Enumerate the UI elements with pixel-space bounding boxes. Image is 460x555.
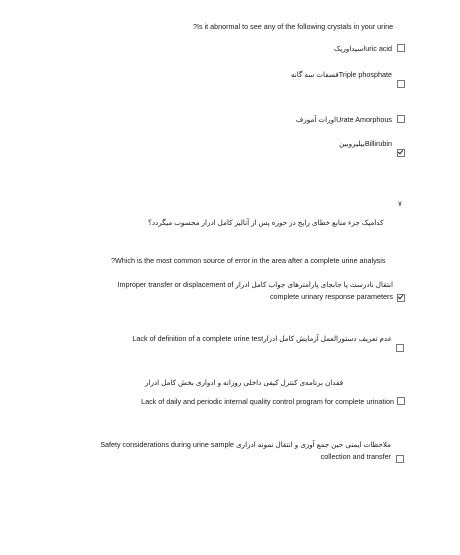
q1-option-triple-phosphate-checkbox[interactable] xyxy=(397,80,405,88)
q1-option-uric-acid-label: اسیداوریکuric acid xyxy=(333,44,392,53)
q1-option-urate-amorphous-checkbox[interactable] xyxy=(397,115,405,123)
q2-option-2-label: Lack of definition of a complete urine testعدم تعریف دستورالعمل آزمایش کامل ادرار xyxy=(132,334,392,343)
q2-option-4-label-line2: collection and transfer xyxy=(320,452,391,461)
question-1-text: ?Is it abnormal to see any of the following crystals in your urine xyxy=(193,22,394,31)
q1-option-billirubin-label: بیلیروبینBillirubin xyxy=(339,139,392,148)
q2-option-3-label-line2: Lack of daily and periodic internal quality control program for complete urination xyxy=(141,397,394,406)
q1-option-uric-acid-checkbox[interactable] xyxy=(397,44,405,52)
q1-option-urate-amorphous-label: اورات آمورفUrate Amorphous xyxy=(295,115,392,124)
question-2-text-english: ?Which is the most common source of error in the area after a complete urine analysis xyxy=(111,256,386,265)
q2-option-3-checkbox[interactable] xyxy=(397,397,405,405)
q1-option-billirubin-checkbox[interactable] xyxy=(397,149,405,157)
q2-option-4-label-line1: Safety considerations during urine sample ملاحظات ایمنی حین جمع آوری و انتقال نمونه ادراری xyxy=(100,440,391,449)
q2-option-2-checkbox[interactable] xyxy=(396,344,404,352)
q2-option-3-label-line1: فقدان برنامه‌ی کنترل کیفی داخلی روزانه و ادواری بخش کامل ادرار xyxy=(145,378,344,387)
q2-option-1-label-line2: complete urinary response parameters xyxy=(269,292,393,301)
q1-option-triple-phosphate-label: فسفات سه گانهTriple phosphate xyxy=(290,70,392,79)
q2-option-1-checkbox[interactable] xyxy=(397,294,405,302)
q2-option-4-checkbox[interactable] xyxy=(396,455,404,463)
question-2-text-persian: کدامیک جزء منابع خطای رایج در حوزه پس از آنالیز کامل ادرار محسوب میگردد؟ xyxy=(148,218,384,227)
question-2-number: ۷ xyxy=(398,199,402,208)
q2-option-1-label-line1: Improper transfer or displacement of انتقال نادرست یا جابجای پارامترهای جواب کامل ادرار xyxy=(117,280,393,289)
